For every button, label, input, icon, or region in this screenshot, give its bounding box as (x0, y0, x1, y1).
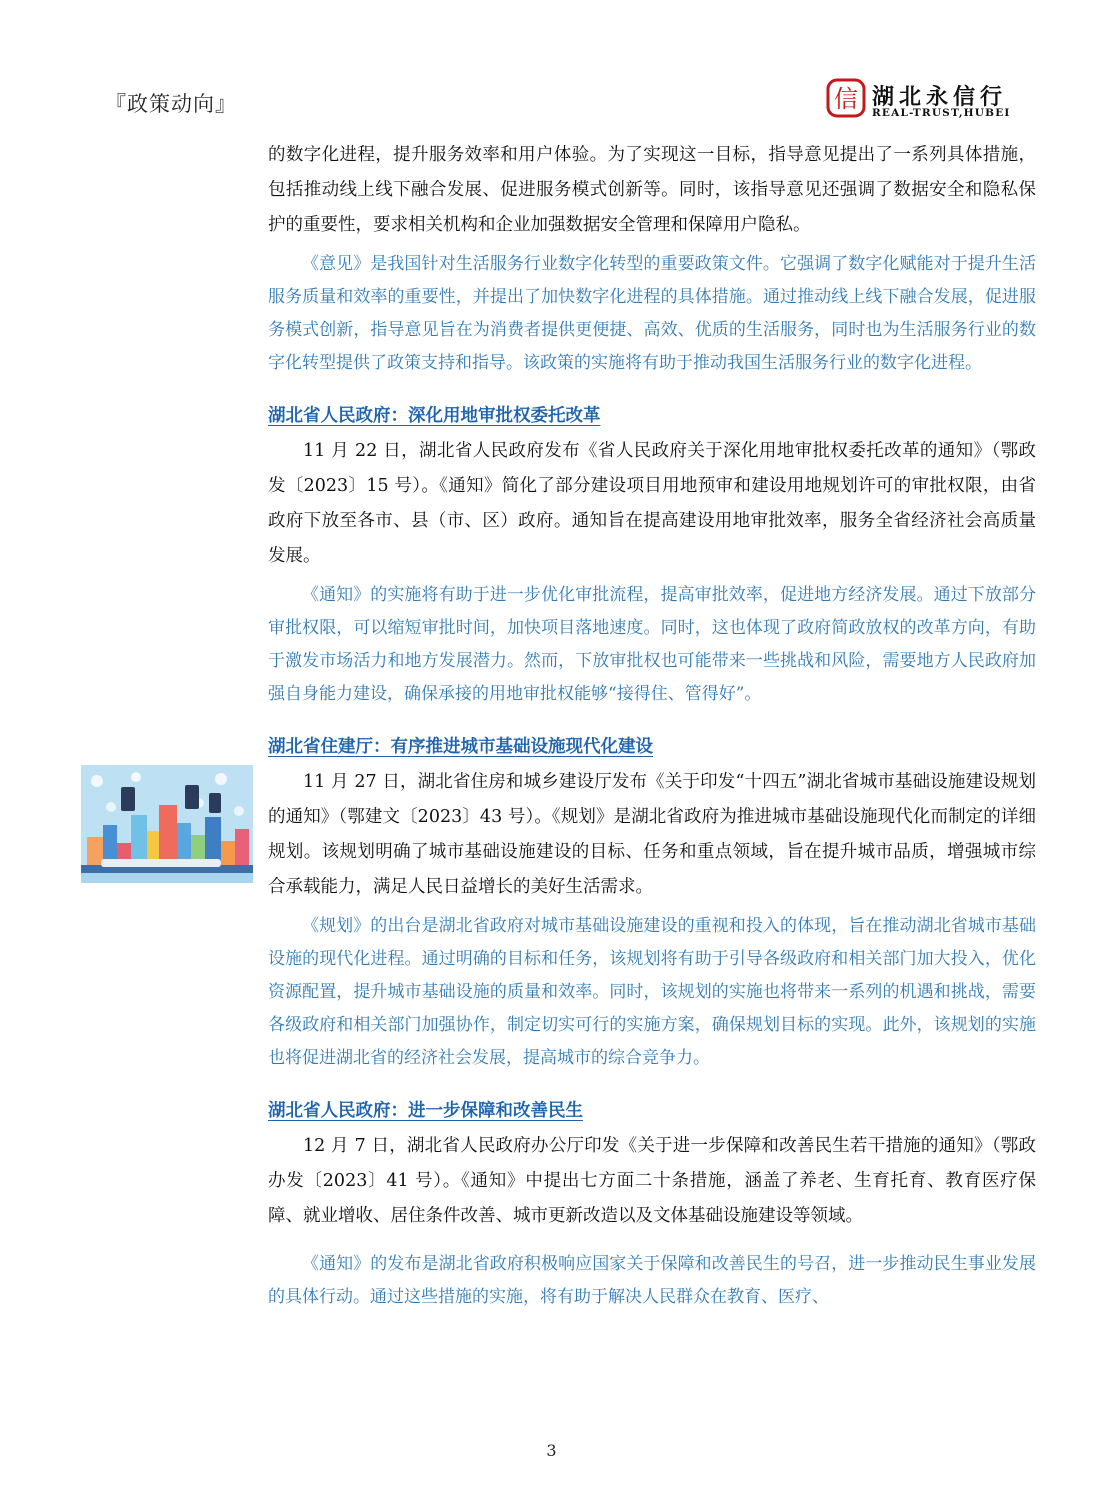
smart-city-illustration (81, 765, 253, 883)
logo-seal-char: 信 (834, 85, 858, 113)
section-commentary-urban-infrastructure: 《规划》的出台是湖北省政府对城市基础设施建设的重视和投入的体现，旨在推动湖北省城市基础设施的现代化进程。通过明确的目标和任务，该规划将有助于引导各级政府和相关部门加大投入，优化资源配置，提升城市基础设施的质量和效率。同时，该规划的实施也将带来一系列的机遇和挑战，需要各级政府和相关部门加强协作，制定切实可行的实施方案，确保规划目标的实现。此外，该规划的实施也将促进湖北省的经济社会发展，提高城市的综合竞争力。 (268, 916, 1036, 1068)
page-number: 3 (546, 1441, 557, 1460)
seal-logo-icon (826, 78, 866, 118)
section-title-land-approval: 湖北省人民政府：深化用地审批权委托改革 (268, 406, 601, 426)
section-commentary-land-approval: 《通知》的实施将有助于进一步优化审批流程，提高审批效率，促进地方经济发展。通过下放部分审批权限，可以缩短审批时间，加快项目落地速度。同时，这也体现了政府简政放权的改革方向，有助于激发市场活力和地方发展潜力。然而，下放审批权也可能带来一些挑战和风险，需要地方人民政府加强自身能力建设，确保承接的用地审批权能够“接得住、管得好”。 (268, 585, 1036, 704)
logo-company-name: 湖北永信行 (872, 85, 1008, 110)
section-commentary-livelihood: 《通知》的发布是湖北省政府积极响应国家关于保障和改善民生的号召，进一步推动民生事业发展的具体行动。通过这些措施的实施，将有助于解决人民群众在教育、医疗、 (268, 1254, 1036, 1307)
section-body-livelihood: 12 月 7 日，湖北省人民政府办公厅印发《关于进一步保障和改善民生若干措施的通知》（鄂政办发〔2023〕41 号）。《通知》中提出七方面二十条措施，涵盖了养老、生育托育、教育医疗保障、就业增收、居住条件改善、城市更新改造以及文体基础设施建设等领域。 (268, 1136, 1036, 1226)
intro-body-text: 的数字化进程，提升服务效率和用户体验。为了实现这一目标，指导意见提出了一系列具体措施，包括推动线上线下融合发展、促进服务模式创新等。同时，该指导意见还强调了数据安全和隐私保护的重要性，要求相关机构和企业加强数据安全管理和保障用户隐私。 (268, 145, 1036, 235)
intro-commentary: 《意见》是我国针对生活服务行业数字化转型的重要政策文件。它强调了数字化赋能对于提升生活服务质量和效率的重要性，并提出了加快数字化进程的具体措施。通过推动线上线下融合发展，促进服务模式创新，指导意见旨在为消费者提供更便捷、高效、优质的生活服务，同时也为生活服务行业的数字化转型提供了政策支持和指导。该政策的实施将有助于推动我国生活服务行业的数字化进程。 (268, 254, 1036, 373)
logo-company-subtitle: REAL-TRUST,HUBEI (872, 107, 1011, 119)
section-title-urban-infrastructure: 湖北省住建厅：有序推进城市基础设施现代化建设 (268, 737, 653, 757)
section-body-urban-infrastructure: 11 月 27 日，湖北省住房和城乡建设厅发布《关于印发“十四五”湖北省城市基础设施建设规划的通知》（鄂建文〔2023〕43 号）。《规划》是湖北省政府为推进城市基础设施现代化而制定的详细规划。该规划明确了城市基础设施建设的目标、任务和重点领域，旨在提升城市品质，增强城市综合承载能力，满足人民日益增长的美好生活需求。 (268, 772, 1036, 897)
section-body-land-approval: 11 月 22 日，湖北省人民政府发布《省人民政府关于深化用地审批权委托改革的通知》（鄂政发〔2023〕15 号）。《通知》简化了部分建设项目用地预审和建设用地规划许可的审批权限，由省政府下放至各市、县（市、区）政府。通知旨在提高建设用地审批效率，服务全省经济社会高质量发展。 (268, 441, 1036, 566)
page-header-title: 『政策动向』 (105, 92, 237, 116)
main-content (268, 138, 1036, 1314)
section-title-livelihood: 湖北省人民政府：进一步保障和改善民生 (268, 1101, 583, 1121)
company-logo (826, 78, 1026, 124)
